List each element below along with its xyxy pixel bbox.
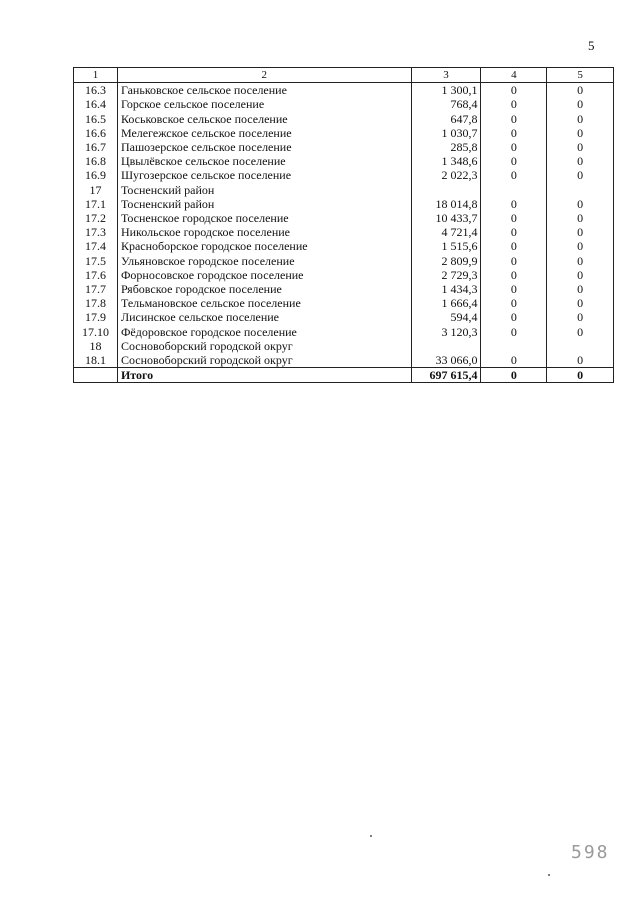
row-number-cell: 16.5: [74, 112, 118, 126]
column-4-cell: 0: [481, 325, 547, 339]
amount-cell: 4 721,4: [411, 225, 481, 239]
column-4-cell: 0: [481, 154, 547, 168]
municipality-name-cell: Шугозерское сельское поселение: [117, 168, 411, 182]
amount-cell: [411, 183, 481, 197]
column-4-cell: 0: [481, 254, 547, 268]
amount-cell: 1 030,7: [411, 126, 481, 140]
amount-cell: 1 666,4: [411, 296, 481, 310]
row-number-cell: 17.8: [74, 296, 118, 310]
column-5-cell: 0: [547, 310, 614, 324]
row-number-cell: 16.7: [74, 140, 118, 154]
column-5-cell: 0: [547, 353, 614, 368]
column-5-cell: 0: [547, 154, 614, 168]
table-row: [74, 339, 614, 353]
column-5-cell: 0: [547, 296, 614, 310]
table-row: [74, 83, 614, 98]
amount-cell: 2 729,3: [411, 268, 481, 282]
column-5-cell: 0: [547, 211, 614, 225]
table-row: [74, 254, 614, 268]
row-number-cell: 17.7: [74, 282, 118, 296]
municipality-name-cell: Фёдоровское городское поселение: [117, 325, 411, 339]
column-5-cell: 0: [547, 282, 614, 296]
table-row: [74, 197, 614, 211]
column-4-cell: 0: [481, 310, 547, 324]
table-row: [74, 296, 614, 310]
column-4-cell: 0: [481, 83, 547, 98]
column-4-cell: 0: [481, 197, 547, 211]
column-5-cell: 0: [547, 112, 614, 126]
row-number-cell: 17.4: [74, 239, 118, 253]
amount-cell: 2 809,9: [411, 254, 481, 268]
total-row: [74, 368, 614, 383]
column-header-5: 5: [547, 68, 614, 83]
total-label: Итого: [117, 368, 411, 383]
column-4-cell: 0: [481, 268, 547, 282]
row-number-cell: 17.3: [74, 225, 118, 239]
column-header-2: 2: [117, 68, 411, 83]
total-number-cell: [74, 368, 118, 383]
amount-cell: 768,4: [411, 97, 481, 111]
amount-cell: 594,4: [411, 310, 481, 324]
amount-cell: 647,8: [411, 112, 481, 126]
amount-cell: 1 300,1: [411, 83, 481, 98]
table-row: [74, 97, 614, 111]
municipality-name-cell: Ульяновское городское поселение: [117, 254, 411, 268]
column-header-4: 4: [481, 68, 547, 83]
municipality-name-cell: Сосновоборский городской округ: [117, 353, 411, 368]
amount-cell: 33 066,0: [411, 353, 481, 368]
column-5-cell: 0: [547, 325, 614, 339]
row-number-cell: 17.10: [74, 325, 118, 339]
table-row: [74, 140, 614, 154]
municipality-name-cell: Цвылёвское сельское поселение: [117, 154, 411, 168]
amount-cell: 285,8: [411, 140, 481, 154]
municipality-name-cell: Тосненское городское поселение: [117, 211, 411, 225]
table-row: [74, 211, 614, 225]
row-number-cell: 16.3: [74, 83, 118, 98]
column-5-cell: 0: [547, 239, 614, 253]
column-4-cell: 0: [481, 112, 547, 126]
row-number-cell: 17: [74, 183, 118, 197]
scan-speck: [370, 835, 372, 837]
column-5-cell: 0: [547, 225, 614, 239]
column-5-cell: 0: [547, 83, 614, 98]
amount-cell: [411, 339, 481, 353]
column-4-cell: 0: [481, 211, 547, 225]
municipality-name-cell: Тельмановское сельское поселение: [117, 296, 411, 310]
column-4-cell: 0: [481, 140, 547, 154]
scan-speck: [548, 874, 550, 876]
municipality-name-cell: Коськовское сельское поселение: [117, 112, 411, 126]
column-5-cell: 0: [547, 126, 614, 140]
municipality-name-cell: Никольское городское поселение: [117, 225, 411, 239]
row-number-cell: 16.4: [74, 97, 118, 111]
row-number-cell: 17.9: [74, 310, 118, 324]
row-number-cell: 18: [74, 339, 118, 353]
total-col4: 0: [481, 368, 547, 383]
column-4-cell: 0: [481, 296, 547, 310]
amount-cell: 1 515,6: [411, 239, 481, 253]
table-row: [74, 325, 614, 339]
row-number-cell: 17.1: [74, 197, 118, 211]
table-row: [74, 154, 614, 168]
municipality-name-cell: Горское сельское поселение: [117, 97, 411, 111]
table-row: [74, 239, 614, 253]
column-5-cell: 0: [547, 268, 614, 282]
column-header-1: 1: [74, 68, 118, 83]
municipality-name-cell: Тосненский район: [117, 183, 411, 197]
archive-stamp-number: 598: [571, 842, 610, 863]
row-number-cell: 16.8: [74, 154, 118, 168]
amount-cell: 18 014,8: [411, 197, 481, 211]
table-row: [74, 353, 614, 368]
municipality-name-cell: Лисинское сельское поселение: [117, 310, 411, 324]
column-4-cell: 0: [481, 126, 547, 140]
row-number-cell: 16.9: [74, 168, 118, 182]
row-number-cell: 17.2: [74, 211, 118, 225]
column-5-cell: [547, 183, 614, 197]
column-4-cell: 0: [481, 97, 547, 111]
table-body: [74, 83, 614, 368]
column-4-cell: 0: [481, 353, 547, 368]
budget-table: [73, 67, 614, 383]
table-row: [74, 225, 614, 239]
table-row: [74, 168, 614, 182]
amount-cell: 1 434,3: [411, 282, 481, 296]
municipality-name-cell: Тосненский район: [117, 197, 411, 211]
table-row: [74, 112, 614, 126]
page-number: 5: [588, 38, 595, 53]
total-col5: 0: [547, 368, 614, 383]
column-header-3: 3: [411, 68, 481, 83]
table-row: [74, 126, 614, 140]
row-number-cell: 16.6: [74, 126, 118, 140]
column-5-cell: 0: [547, 140, 614, 154]
table-header: [74, 68, 614, 83]
column-4-cell: [481, 339, 547, 353]
municipality-name-cell: Форносовское городское поселение: [117, 268, 411, 282]
column-5-cell: 0: [547, 168, 614, 182]
amount-cell: 1 348,6: [411, 154, 481, 168]
column-5-cell: [547, 339, 614, 353]
municipality-name-cell: Ганьковское сельское поселение: [117, 83, 411, 98]
column-5-cell: 0: [547, 197, 614, 211]
municipality-name-cell: Сосновоборский городской округ: [117, 339, 411, 353]
row-number-cell: 17.5: [74, 254, 118, 268]
amount-cell: 2 022,3: [411, 168, 481, 182]
municipality-name-cell: Пашозерское сельское поселение: [117, 140, 411, 154]
column-5-cell: 0: [547, 254, 614, 268]
amount-cell: 3 120,3: [411, 325, 481, 339]
table-row: [74, 310, 614, 324]
column-4-cell: 0: [481, 225, 547, 239]
amount-cell: 10 433,7: [411, 211, 481, 225]
row-number-cell: 18.1: [74, 353, 118, 368]
municipality-name-cell: Мелегежское сельское поселение: [117, 126, 411, 140]
total-value: 697 615,4: [411, 368, 481, 383]
table-row: [74, 268, 614, 282]
municipality-name-cell: Красноборское городское поселение: [117, 239, 411, 253]
table-row: [74, 183, 614, 197]
column-4-cell: 0: [481, 282, 547, 296]
column-4-cell: [481, 183, 547, 197]
column-4-cell: 0: [481, 239, 547, 253]
column-4-cell: 0: [481, 168, 547, 182]
municipality-name-cell: Рябовское городское поселение: [117, 282, 411, 296]
table-row: [74, 282, 614, 296]
column-5-cell: 0: [547, 97, 614, 111]
row-number-cell: 17.6: [74, 268, 118, 282]
